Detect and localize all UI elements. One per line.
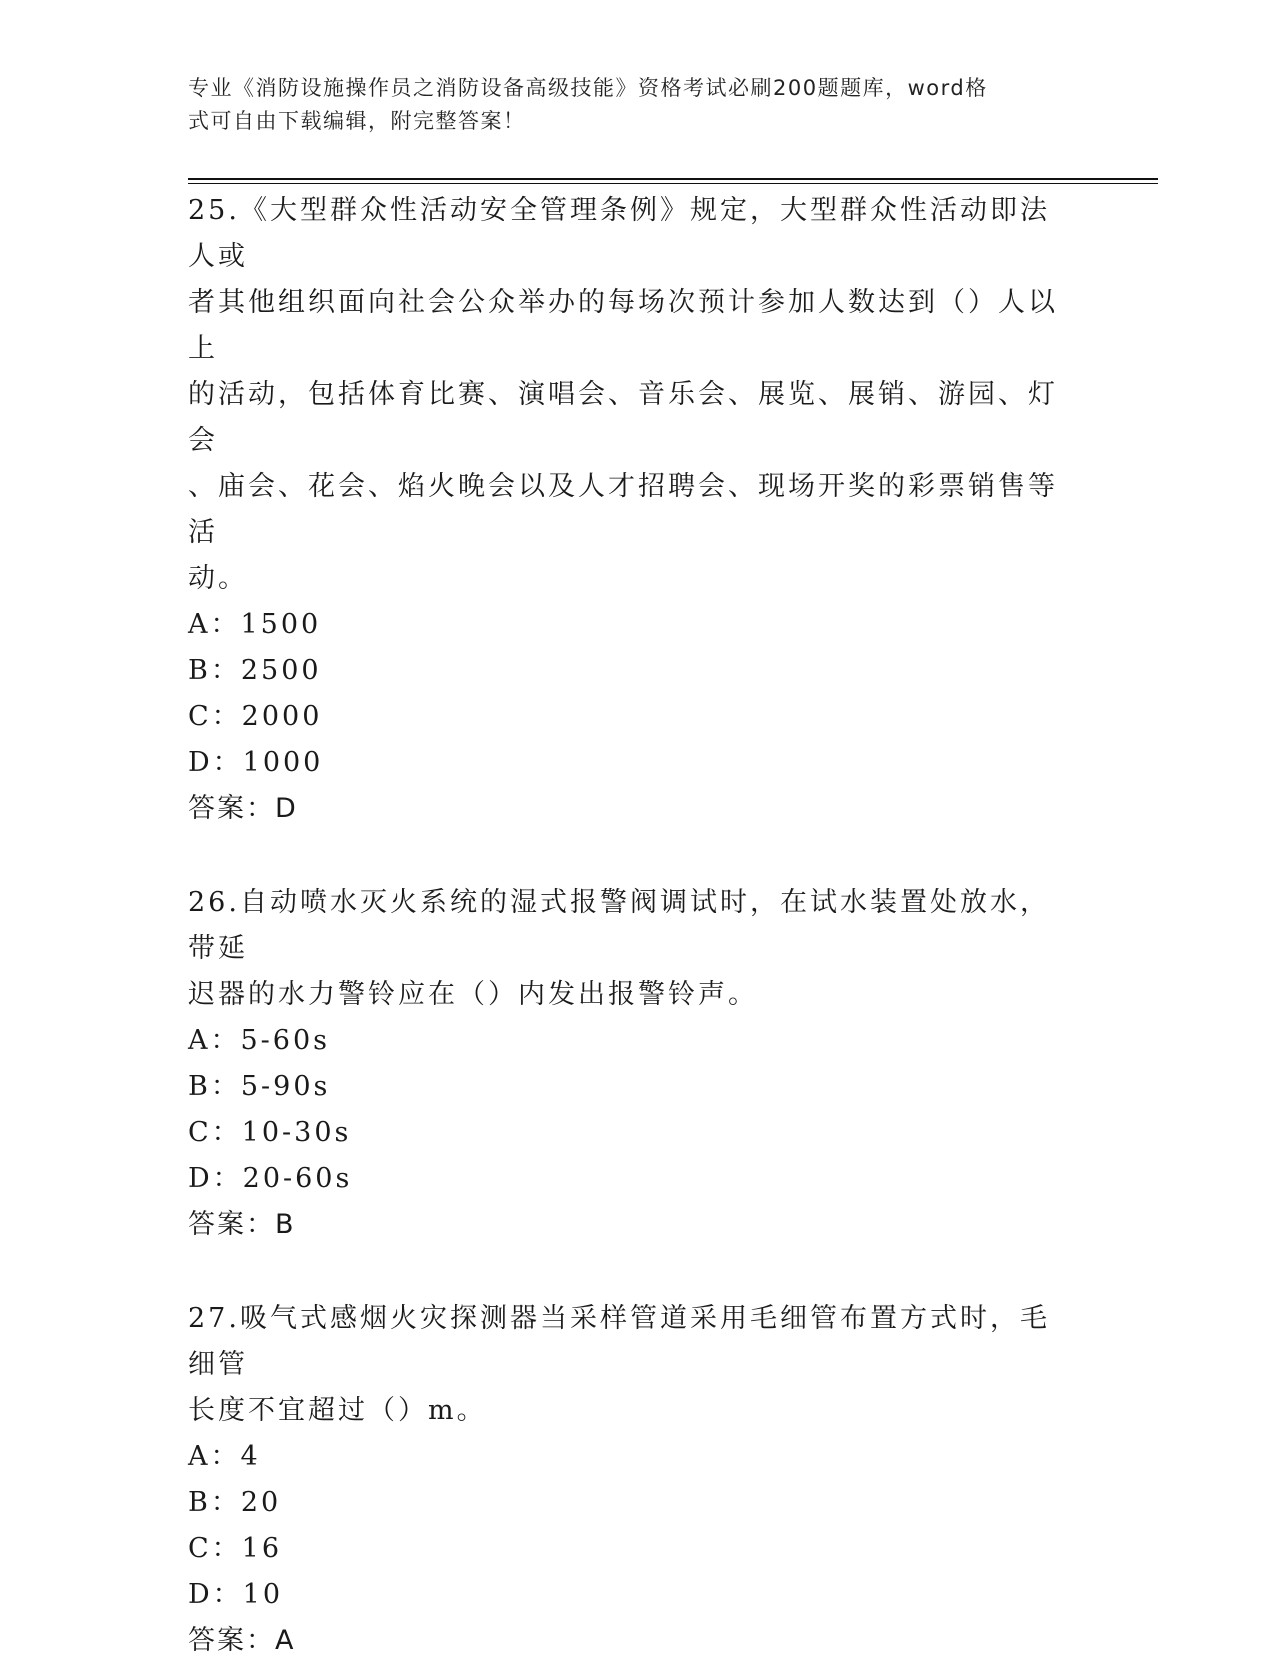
question-text-line: 27.吸气式感烟火灾探测器当采样管道采用毛细管布置方式时，毛细管 (188, 1303, 1050, 1380)
answer-line: 答案：B (188, 1209, 296, 1240)
header-line-2: 式可自由下载编辑，附完整答案！ (188, 109, 526, 133)
question-text-line: 25.《大型群众性活动安全管理条例》规定，大型群众性活动即法人或 (188, 195, 1050, 272)
document-header (188, 72, 1068, 138)
header-divider-thick (188, 178, 1158, 180)
option-d: D：1000 (188, 747, 324, 778)
question-text-line: 迟器的水力警铃应在（）内发出报警铃声。 (188, 979, 758, 1010)
question-text-line: 长度不宜超过（）m。 (188, 1395, 487, 1426)
option-d: D：10 (188, 1579, 284, 1610)
question-27 (188, 1296, 1078, 1664)
question-26 (188, 880, 1078, 1248)
question-text-line: 26.自动喷水灭火系统的湿式报警阀调试时，在试水装置处放水，带延 (188, 887, 1050, 964)
option-a: A：1500 (188, 609, 322, 640)
option-a: A：5-60s (188, 1025, 331, 1056)
answer-line: 答案：A (188, 1625, 296, 1656)
option-d: D：20-60s (188, 1163, 353, 1194)
option-c: C：2000 (188, 701, 323, 732)
option-b: B：2500 (188, 655, 322, 686)
option-b: B：20 (188, 1487, 282, 1518)
question-text-line: 的活动，包括体育比赛、演唱会、音乐会、展览、展销、游园、灯会 (188, 379, 1058, 456)
header-line-1: 专业《消防设施操作员之消防设备高级技能》资格考试必刷200题题库，word格 (188, 76, 988, 100)
header-divider-thin (188, 183, 1158, 184)
question-text-line: 动。 (188, 563, 248, 594)
question-list (188, 188, 1078, 1664)
option-c: C：10-30s (188, 1117, 352, 1148)
question-25 (188, 188, 1078, 832)
option-b: B：5-90s (188, 1071, 331, 1102)
question-spacer (188, 1248, 1078, 1296)
question-text-line: 、庙会、花会、焰火晚会以及人才招聘会、现场开奖的彩票销售等活 (188, 471, 1058, 548)
question-spacer (188, 832, 1078, 880)
option-c: C：16 (188, 1533, 283, 1564)
question-text-line: 者其他组织面向社会公众举办的每场次预计参加人数达到（）人以上 (188, 287, 1058, 364)
answer-line: 答案：D (188, 793, 298, 824)
option-a: A：4 (188, 1441, 261, 1472)
